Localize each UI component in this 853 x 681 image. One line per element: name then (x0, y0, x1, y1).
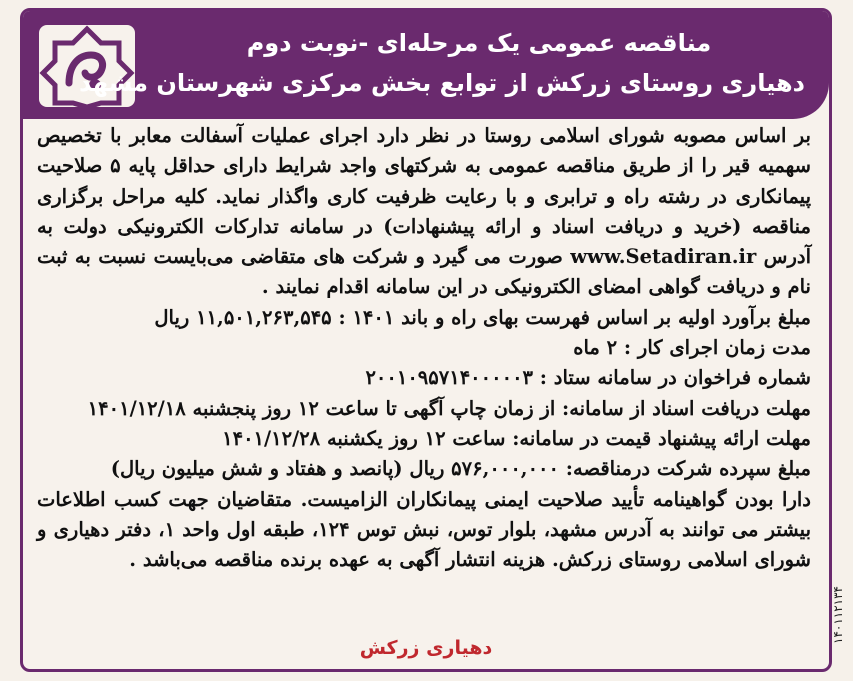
bid-deadline-line: مهلت ارائه پیشنهاد قیمت در سامانه: ساعت ۱۲ روز یکشنبه ۱۴۰۱/۱۲/۲۸ (222, 426, 811, 450)
closing-paragraph: دارا بودن گواهینامه تأیید صلاحیت ایمنی پیمانکاران الزامیست. متقاضیان جهت کسب اطلاعات بیشتر می توانند به آدرس مشهد، بلوار توس، نبش توس ۱۲۴، طبقه اول واحد ۱، دفتر دهیاری و شورای اسلامی روستای زرکش. هزینه انتشار آگهی به عهده برنده مناقصه می‌باشد . (37, 487, 811, 572)
ad-frame (20, 8, 832, 672)
ad-body (37, 121, 811, 575)
doc-deadline-line: مهلت دریافت اسناد از سامانه: از زمان چاپ آگهی تا ساعت ۱۲ روز پنجشنبه ۱۴۰۱/۱۲/۱۸ (87, 396, 811, 420)
intro-paragraph (37, 121, 811, 303)
deposit-line: مبلغ سپرده شرکت درمناقصه: ۵۷۶,۰۰۰,۰۰۰ ریال (پانصد و هفتاد و شش میلیون ریال) (110, 457, 811, 481)
ad-code: ۱۴۰۱۱۲۱۳۴ (831, 586, 845, 645)
ad-title-line1: مناقصه عمومی یک مرحله‌ای -نوبت دوم (246, 29, 712, 57)
intro-part2: صورت می گیرد و شرکت های متقاضی می‌بایست نسبت به ثبت نام و دریافت گواهی امضای الکترونیکی در این سامانه اقدام نمایند . (37, 245, 811, 299)
estimate-line: مبلغ برآورد اولیه بر اساس فهرست بهای راه و باند ۱۴۰۱ : ۱۱,۵۰۱,۲۶۳,۵۴۵ ریال (154, 305, 811, 329)
duration-line: مدت زمان اجرای کار : ۲ ماه (573, 336, 811, 360)
call-number-line: شماره فراخوان در سامانه ستاد : ۲۰۰۱۰۹۵۷۱۴۰۰۰۰۰۳ (365, 366, 811, 390)
ad-header (23, 11, 829, 119)
ad-title-line2: دهیاری روستای زرکش از توابع بخش مرکزی شهرستان مشهد (79, 69, 805, 97)
signature: دهیاری زرکش (359, 637, 493, 659)
intro-part1: بر اساس مصوبه شورای اسلامی روستا در نظر دارد اجرای عملیات آسفالت معابر با تخصیص سهمیه قیر را از طریق مناقصه عمومی به شرکتهای واجد شرایط دارای حداقل پایه ۵ صلاحیت پیمانکاری در رشته راه و ترابری و با رعایت ظرفیت کاری واگذار نماید. کلیه مراحل برگزاری مناقصه (خرید و دریافت اسناد و ارائه پیشنهادات) در سامانه تدارکات الکترونیکی دولت به آدرس (37, 124, 811, 269)
website-link[interactable]: www.Setadiran.ir (570, 245, 757, 269)
